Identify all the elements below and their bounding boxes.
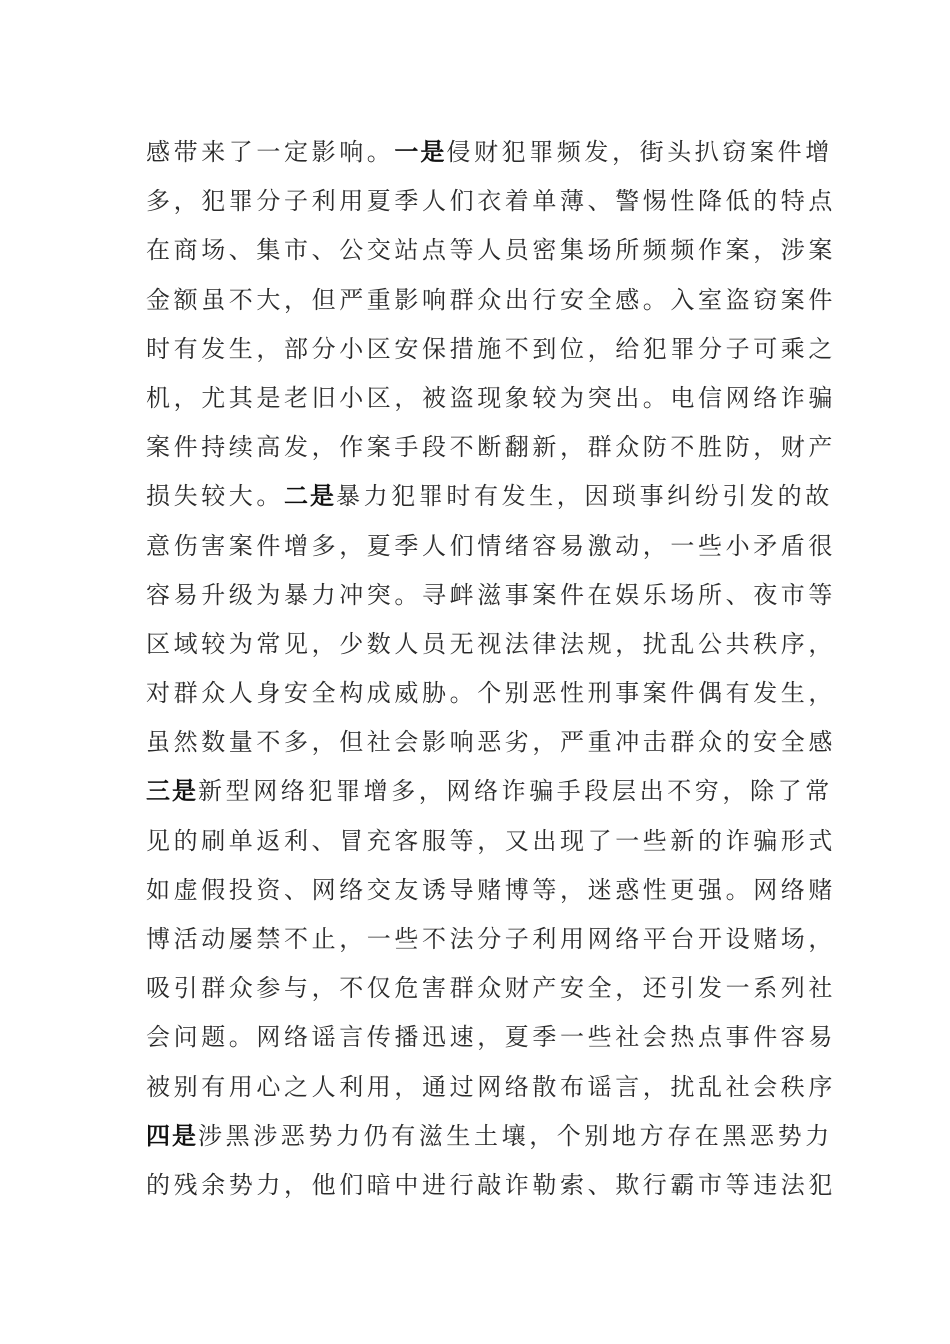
text-segment: 金额虽不大，但严重影响群众出行安全感。入室盗窃案件	[146, 285, 836, 314]
text-line	[146, 276, 836, 325]
text-line	[146, 866, 836, 915]
text-line	[146, 1013, 836, 1062]
text-segment: 被别有用心之人利用，通过网络散布谣言，扰乱社会秩序	[146, 1072, 836, 1101]
text-line	[146, 374, 836, 423]
text-segment: 时有发生，部分小区安保措施不到位，给犯罪分子可乘之	[146, 334, 836, 363]
text-segment: 案件持续高发，作案手段不断翻新，群众防不胜防，财产	[146, 433, 836, 462]
text-segment: 吸引群众参与，不仅危害群众财产安全，还引发一系列社	[146, 974, 836, 1003]
text-segment: 侵财犯罪频发，街头扒窃案件增	[446, 138, 833, 166]
text-line	[146, 472, 833, 521]
text-line	[146, 1063, 836, 1112]
text-segment: 的残余势力，他们暗中进行敲诈勒索、欺行霸市等违法犯	[146, 1170, 836, 1199]
text-line	[146, 128, 833, 177]
text-line	[146, 177, 836, 226]
text-line	[146, 915, 836, 964]
text-segment: 感带来了一定影响。	[146, 138, 395, 166]
text-line	[146, 620, 836, 669]
text-segment: 暴力犯罪时有发生，因琐事纠纷引发的故	[336, 482, 833, 511]
text-segment: 意伤害案件增多，夏季人们情绪容易激动，一些小矛盾很	[146, 531, 836, 560]
text-segment: 容易升级为暴力冲突。寻衅滋事案件在娱乐场所、夜市等	[146, 580, 836, 609]
text-line	[146, 571, 836, 620]
emphasis-label: 一是	[394, 138, 447, 166]
emphasis-label: 三是	[146, 777, 198, 806]
text-segment: 博活动屡禁不止，一些不法分子利用网络平台开设赌场，	[146, 925, 836, 953]
text-line	[146, 522, 836, 571]
text-line	[146, 423, 836, 472]
text-segment: 涉黑涉恶势力仍有滋生土壤，个别地方存在黑恶势力	[198, 1121, 833, 1150]
text-line	[146, 964, 836, 1013]
emphasis-label: 二是	[284, 482, 336, 511]
text-line	[146, 767, 833, 816]
text-segment: 在商场、集市、公交站点等人员密集场所频频作案，涉案	[146, 236, 836, 265]
text-segment: 损失较大。	[146, 482, 284, 511]
text-line	[146, 1161, 836, 1210]
text-segment: 区域较为常见，少数人员无视法律法规，扰乱公共秩序，	[146, 629, 836, 658]
text-segment: 机，尤其是老旧小区，被盗现象较为突出。电信网络诈骗	[146, 383, 836, 412]
text-segment: 如虚假投资、网络交友诱导赌博等，迷惑性更强。网络赌	[146, 875, 836, 904]
body-text	[146, 128, 836, 1210]
text-line	[146, 718, 836, 767]
text-segment: 见的刷单返利、冒充客服等，又出现了一些新的诈骗形式	[146, 826, 836, 855]
text-line	[146, 1112, 833, 1161]
text-line	[146, 669, 836, 718]
text-segment: 会问题。网络谣言传播迅速，夏季一些社会热点事件容易	[146, 1023, 836, 1052]
text-segment: 多，犯罪分子利用夏季人们衣着单薄、警惕性降低的特点	[146, 187, 836, 216]
text-line	[146, 817, 836, 866]
text-segment: 虽然数量不多，但社会影响恶劣，严重冲击群众的安全感	[146, 728, 836, 757]
text-line	[146, 226, 836, 275]
text-segment: 对群众人身安全构成威胁。个别恶性刑事案件偶有发生，	[146, 679, 836, 708]
text-line	[146, 325, 836, 374]
text-segment: 新型网络犯罪增多，网络诈骗手段层出不穷，除了常	[198, 777, 833, 806]
emphasis-label: 四是	[146, 1121, 198, 1150]
